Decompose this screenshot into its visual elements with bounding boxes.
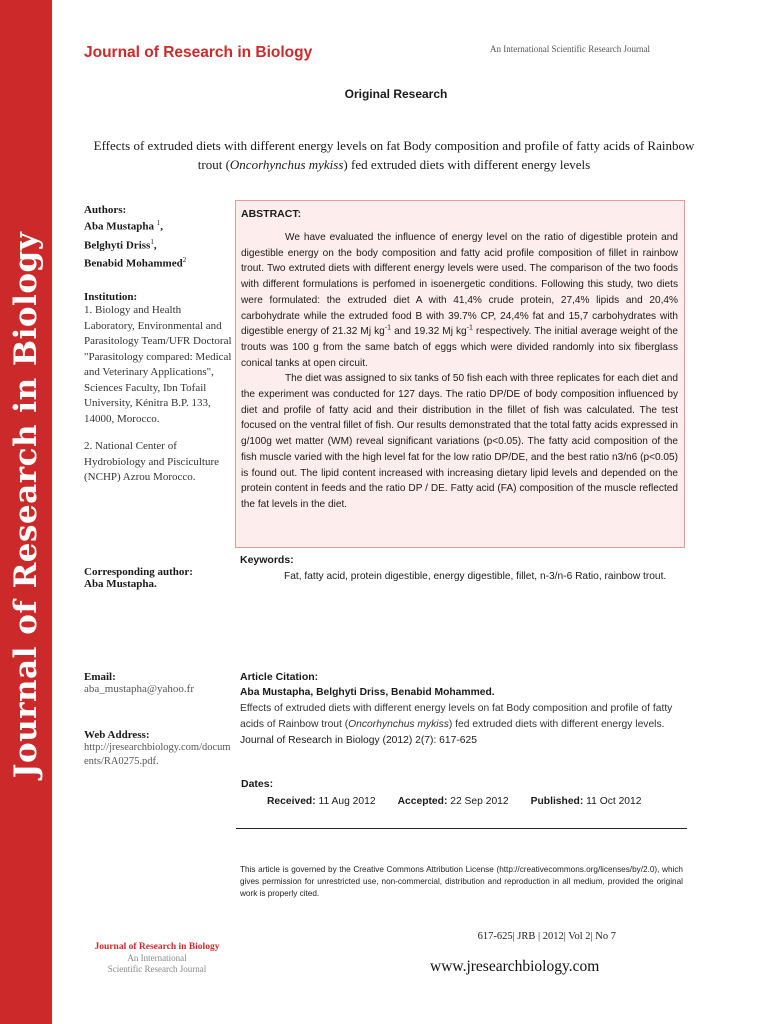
- received-date: [267, 796, 376, 807]
- author-affiliation: 1: [156, 219, 161, 227]
- abstract-paragraph-1: [241, 230, 678, 371]
- journal-title: Journal of Research in Biology: [84, 44, 313, 61]
- section-label: Original Research: [344, 87, 448, 101]
- dates-label: Dates:: [241, 778, 274, 790]
- abstract-text: respectively. The initial average weight of the trouts was 100 g from the same batch of eggs which were divided randomly into six fiberglass conical tanks at open circuit.: [241, 326, 678, 369]
- keywords-label: Keywords:: [240, 554, 294, 566]
- abstract-paragraph-2: The diet was assigned to six tanks of 50 fish each with three replicates for each diet and the experiment was conducted for 127 days. The ratio DP/DE of body composition influenced by diet and profile of fatty acid and their distribution in the fillet of fish was calculated. The test focused on the ventral fillet of fish. Our results demonstrated that the total fatty acids expressed in g/100g wet matter (WM) reveal significant variations (p<0.05). The fatty acid composition of the fish muscle varied with the high level fat for the low ratio DP/DE, and the best ratio n3/n6 (p<0.05) is found out. The lipid content increased with increasing dietary lipid levels and depended on the protein content in feeds and the ratio DP / DE. Fatty acid (FA) composition of the muscle reflected the fat levels in the diet.: [241, 373, 678, 510]
- keywords-text: Fat, fatty acid, protein digestible, energy digestible, fillet, n-3/n-6 Ratio, rainbow trout.: [284, 571, 667, 582]
- citation-journal: Journal of Research in Biology (2012) 2(7): 617-625: [240, 735, 477, 746]
- author-affiliation: 1: [150, 237, 154, 246]
- web-link[interactable]: http://jresearchbiology.com/documents/RA0275.pdf.: [84, 742, 231, 767]
- title-part1: Effects of extruded diets with different energy levels on fat Body composition and profile of fatty acids of Rainbow trout (: [93, 138, 695, 172]
- institution-item-2: 2. National Center of Hydrobiology and Pisciculture (NCHP) Azrou Morocco.: [84, 440, 220, 483]
- email-label: Email:: [84, 671, 116, 683]
- author-list: [84, 216, 234, 272]
- author-separator: ,: [160, 220, 163, 233]
- title-part2: ) fed extruded diets with different energy levels: [343, 157, 591, 172]
- citation-authors: Aba Mustapha, Belghyti Driss, Benabid Mohammed.: [240, 687, 495, 698]
- sidebar-journal-name: Journal of Research in Biology: [8, 231, 44, 779]
- citation-label: Article Citation:: [240, 671, 319, 683]
- footer-logo-line2: An International: [127, 953, 187, 963]
- citation-species: Oncorhynchus mykiss: [348, 719, 449, 730]
- abstract-text: and 19.32 Mj kg: [391, 326, 467, 338]
- footer-logo-title: Journal of Research in Biology: [94, 942, 220, 952]
- accepted-date: [398, 796, 509, 807]
- corresponding-author-block: [84, 566, 234, 590]
- section-divider: [236, 828, 687, 829]
- author-2: [84, 235, 234, 254]
- journal-sidebar: [0, 0, 52, 1024]
- abstract-label: ABSTRACT:: [241, 208, 302, 220]
- published-value: 11 Oct 2012: [583, 796, 642, 807]
- abstract-text: We have evaluated the influence of energy level on the ratio of digestible protein and digestible energy on the body composition and fatty acid profile composition of fillet in rainbow trout. Two extruted diets with different energy levels were used. The comparison of the two foods with different formulations is perfomed in isoenergetic conditions. Following this study, two diets were formulated: the extruded diet A with 41,4% crude protein, 27,4% lipids and 20,4% carbohydrate while the extruded food B with 39.7% CP, 24,4% fat and 15,7 carbohydrates with digestible energy of 21.32 Mj kg: [241, 232, 678, 338]
- accepted-label: Accepted:: [397, 796, 448, 807]
- institution-label: Institution:: [84, 291, 138, 303]
- published-label: Published:: [530, 796, 584, 807]
- abstract-superscript: -1: [466, 324, 473, 332]
- web-label: Web Address:: [84, 729, 150, 741]
- citation-text: Effects of extruded diets with different energy levels on fat Body composition and profile of fatty acids of Rainbow trout (: [240, 703, 673, 730]
- citation-title: [240, 701, 684, 733]
- web-address-block: [84, 729, 234, 769]
- institution-block: [84, 291, 234, 486]
- footer-issue-info: 617-625| JRB | 2012| Vol 2| No 7: [477, 931, 616, 942]
- received-label: Received:: [267, 796, 316, 807]
- author-3: [84, 253, 234, 272]
- published-date: [531, 796, 642, 807]
- author-separator: ,: [153, 239, 157, 252]
- corresponding-label: Corresponding author:: [84, 566, 193, 578]
- footer-logo-line3: Scientific Research Journal: [107, 964, 207, 974]
- corresponding-name: Aba Mustapha.: [84, 578, 157, 590]
- author-name: Aba Mustapha: [84, 220, 154, 233]
- abstract-superscript: -1: [384, 324, 392, 332]
- email-link[interactable]: aba_mustapha@yahoo.fr: [84, 683, 195, 695]
- email-block: [84, 671, 234, 695]
- received-value: 11 Aug 2012: [315, 796, 376, 807]
- author-affiliation: 2: [182, 256, 187, 265]
- keywords-box: [235, 550, 685, 589]
- license-notice: This article is governed by the Creative Commons Attribution License (http://creativecommons.org/licenses/by/2.0), which gives permission for unrestricted use, non-commercial, distribution and reproduction in all medium, provided the original work is properly cited.: [240, 865, 683, 898]
- title-species: Oncorhynchus mykiss: [229, 157, 344, 172]
- footer-website-link[interactable]: www.jresearchbiology.com: [430, 958, 600, 975]
- accepted-value: 22 Sep 2012: [447, 796, 509, 807]
- author-1: [84, 216, 234, 235]
- footer-logo: [94, 942, 220, 975]
- paper-title: [84, 136, 704, 174]
- citation-text: ) fed extruded diets with different energy levels.: [448, 719, 665, 730]
- author-name: Belghyti Driss: [84, 239, 151, 252]
- citation-box: [240, 670, 684, 749]
- author-name: Benabid Mohammed: [84, 257, 183, 270]
- authors-block: [84, 204, 234, 272]
- dates-box: [241, 778, 685, 807]
- abstract-box: [235, 200, 685, 548]
- institution-item-1: 1. Biology and Health Laboratory, Environmental and Parasitology Team/UFR Doctoral "Parasitology compared: Medical and Veterinary Applications", Sciences Faculty, Ibn Tofail University, Kénitra B.P. 133, 14000, Morocco.: [84, 304, 232, 425]
- authors-label: Authors:: [84, 204, 127, 216]
- journal-tagline: An International Scientific Research Journal: [490, 44, 650, 54]
- dates-row: [241, 796, 685, 807]
